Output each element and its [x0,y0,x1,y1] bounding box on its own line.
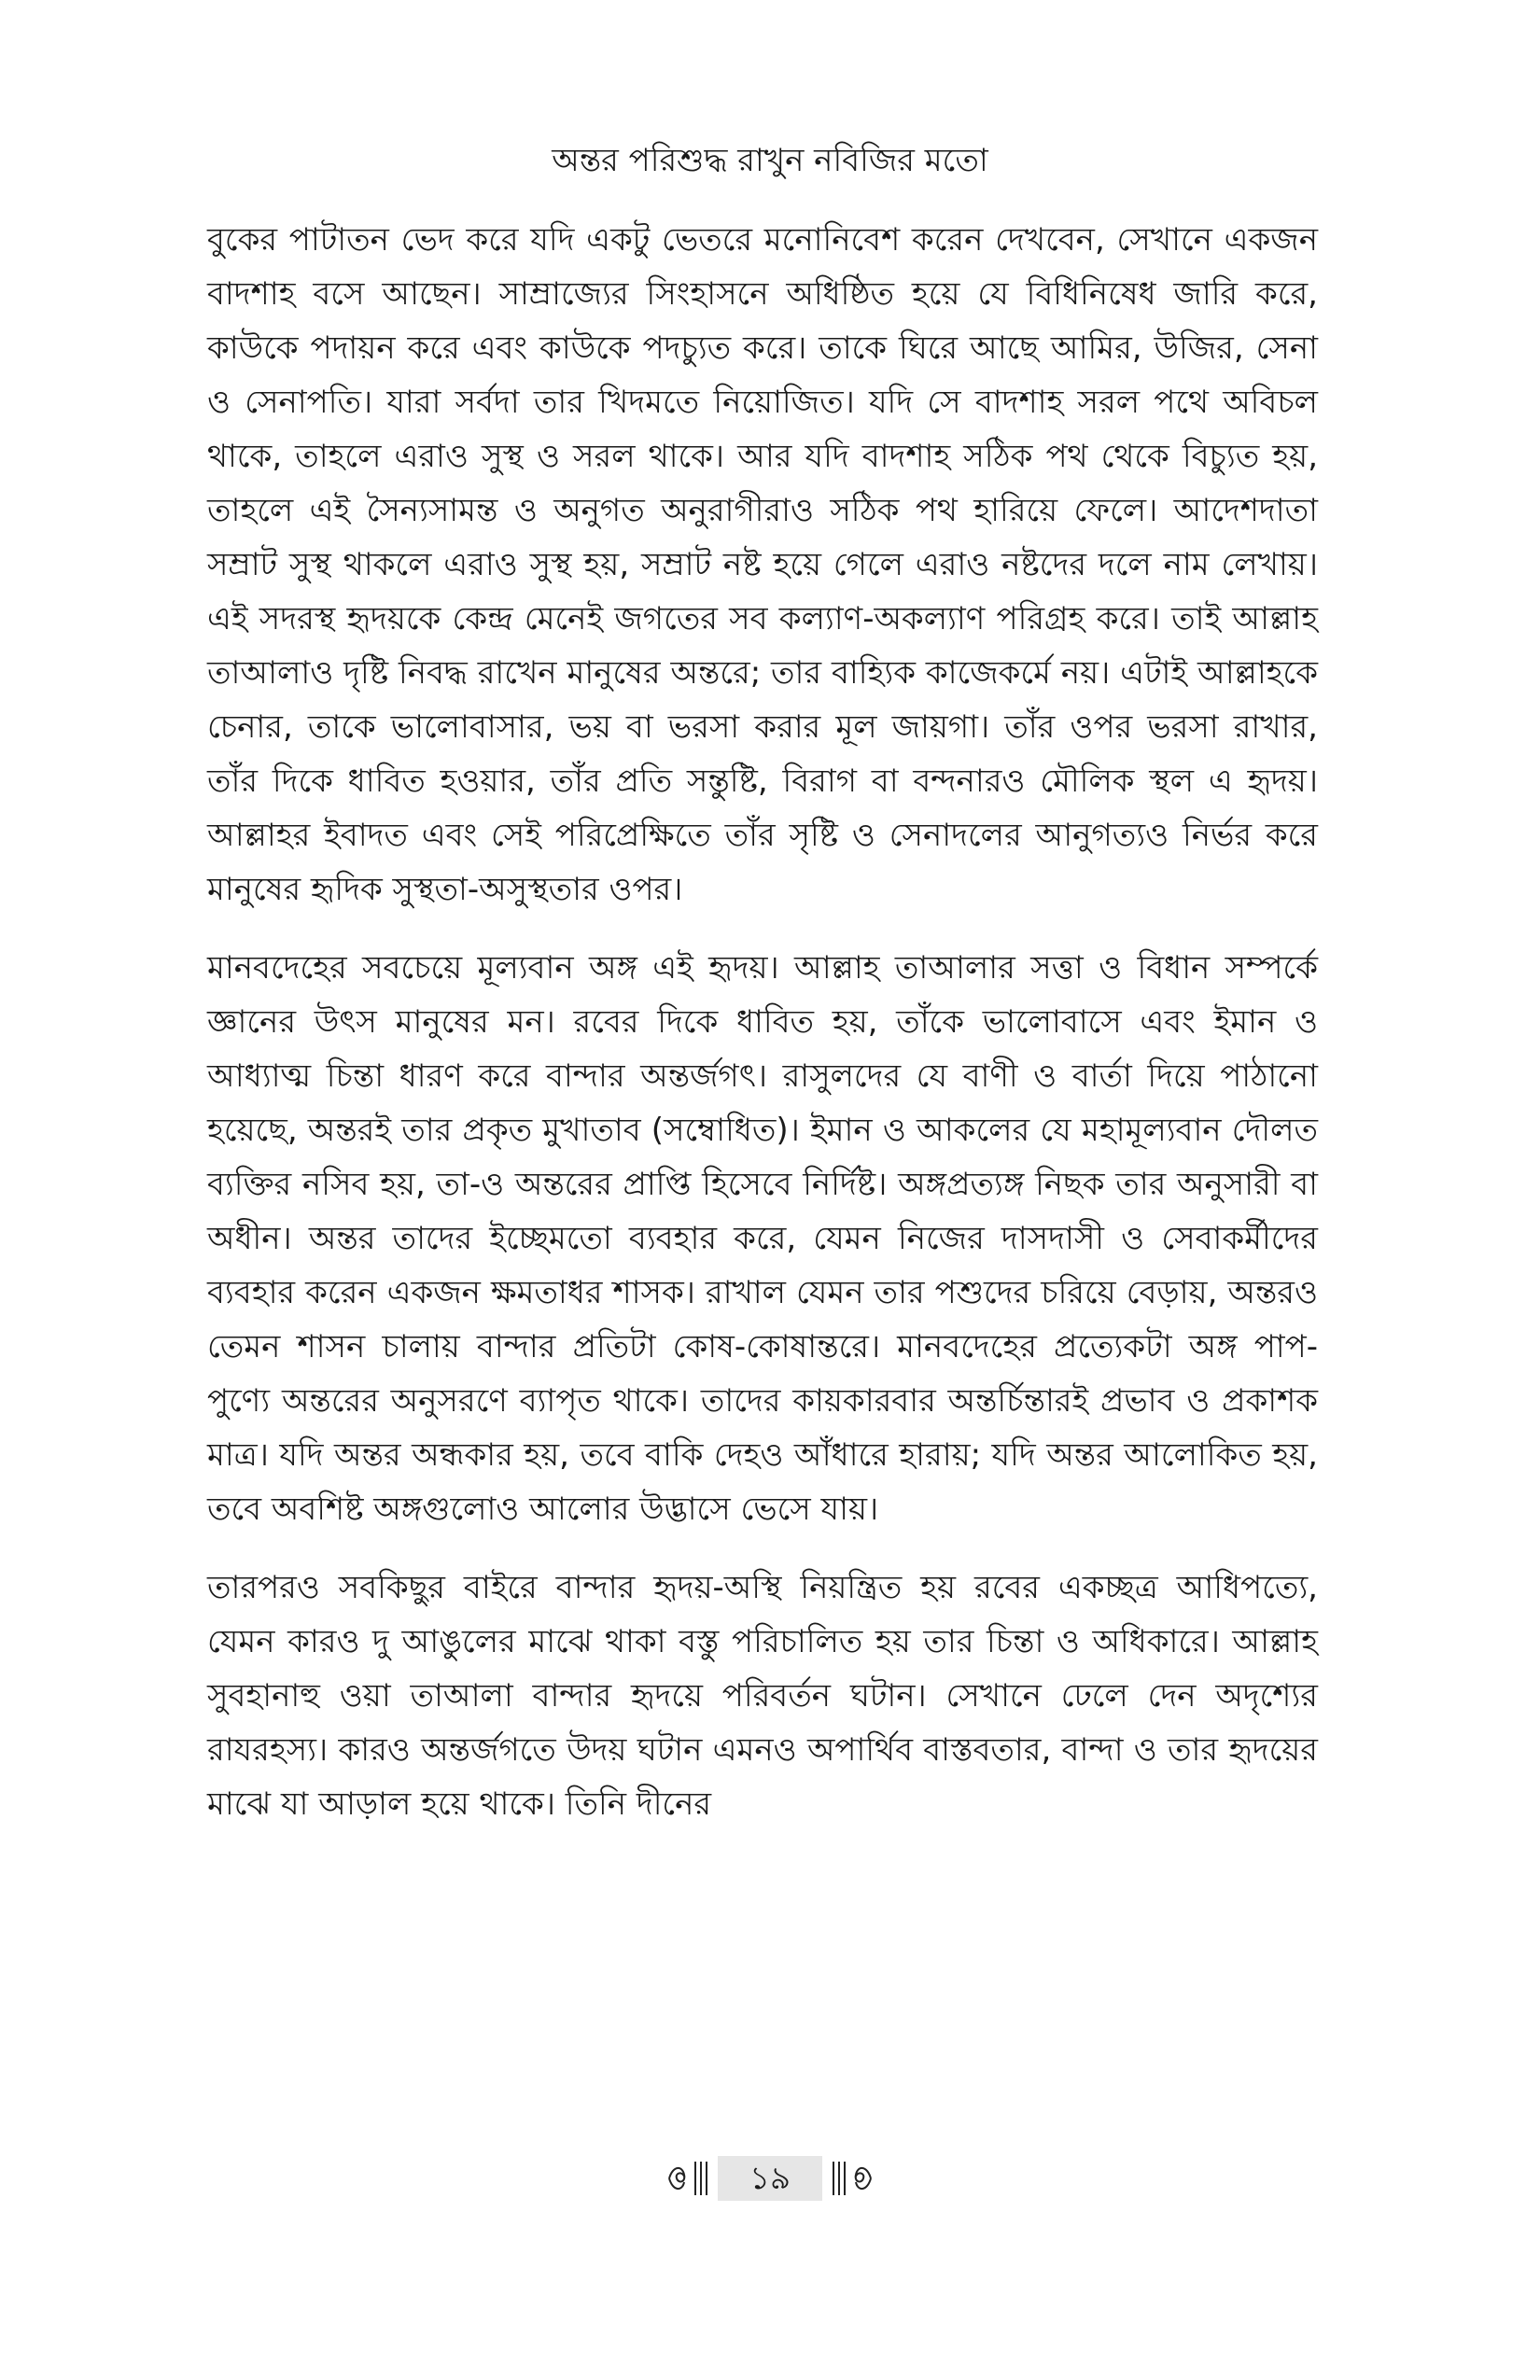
paragraph-3: তারপরও সবকিছুর বাইরে বান্দার হৃদয়-অস্থি নিয়ন্ত্রিত হয় রবের একচ্ছত্র আধিপত্যে, যেমন কারও দু আঙুলের মাঝে থাকা বস্তু পরিচালিত হয় তার চিন্তা ও অধিকারে। আল্লাহ সুবহানাহু ওয়া তাআলা বান্দার হৃদয়ে পরিবর্তন ঘটান। সেখানে ঢেলে দেন অদৃশ্যের রাযরহস্য। কারও অন্তর্জগতে উদয় ঘটান এমনও অপার্থিব বাস্তবতার, বান্দা ও তার হৃদয়ের মাঝে যা আড়াল হয়ে থাকে। তিনি দীনের [207,1569,1318,1823]
page-number: ১৯ [718,2156,822,2201]
running-header: অন্তর পরিশুদ্ধ রাখুন নবিজির মতো [552,142,988,179]
paragraph-1: বুকের পাটাতন ভেদ করে যদি একটু ভেতরে মনোনিবেশ করেন দেখবেন, সেখানে একজন বাদশাহ বসে আছেন। সাম্রাজ্যের সিংহাসনে অধিষ্ঠিত হয়ে যে বিধিনিষেধ জারি করে, কাউকে পদায়ন করে এবং কাউকে পদচ্যুত করে। তাকে ঘিরে আছে আমির, উজির, সেনা ও সেনাপতি। যারা সর্বদা তার খিদমতে নিয়োজিত। যদি সে বাদশাহ সরল পথে অবিচল থাকে, তাহলে এরাও সুস্থ ও সরল থাকে। আর যদি বাদশাহ সঠিক পথ থেকে বিচ্যুত হয়, তাহলে এই সৈন্যসামন্ত ও অনুগত অনুরাগীরাও সঠিক পথ হারিয়ে ফেলে। আদেশদাতা সম্রাট সুস্থ থাকলে এরাও সুস্থ হয়, সম্রাট নষ্ট হয়ে গেলে এরাও নষ্টদের দলে নাম লেখায়। এই সদরস্থ হৃদয়কে কেন্দ্র মেনেই জগতের সব কল্যাণ-অকল্যাণ পরিগ্রহ করে। তাই আল্লাহ তাআলাও দৃষ্টি নিবদ্ধ রাখেন মানুষের অন্তরে; তার বাহ্যিক কাজেকর্মে নয়। এটাই আল্লাহকে চেনার, তাকে ভালোবাসার, ভয় বা ভরসা করার মূল জায়গা। তাঁর ওপর ভরসা রাখার, তাঁর দিকে ধাবিত হওয়ার, তাঁর প্রতি সন্তুষ্টি, বিরাগ বা বন্দনারও মৌলিক স্থল এ হৃদয়। আল্লাহর ইবাদত এবং সেই পরিপ্রেক্ষিতে তাঁর সৃষ্টি ও সেনাদলের আনুগত্যও নির্ভর করে মানুষের হৃদিক সুস্থতা-অসুস্থতার ওপর। [207,221,1318,908]
paragraph-2: মানবদেহের সবচেয়ে মূল্যবান অঙ্গ এই হৃদয়। আল্লাহ তাআলার সত্তা ও বিধান সম্পর্কে জ্ঞানের উৎস মানুষের মন। রবের দিকে ধাবিত হয়, তাঁকে ভালোবাসে এবং ইমান ও আধ্যাত্ম চিন্তা ধারণ করে বান্দার অন্তর্জগৎ। রাসুলদের যে বাণী ও বার্তা দিয়ে পাঠানো হয়েছে, অন্তরই তার প্রকৃত মুখাতাব (সম্বোধিত)। ইমান ও আকলের যে মহামূল্যবান দৌলত ব্যক্তির নসিব হয়, তা-ও অন্তরের প্রাপ্তি হিসেবে নির্দিষ্ট। অঙ্গপ্রত্যঙ্গ নিছক তার অনুসারী বা অধীন। অন্তর তাদের ইচ্ছেমতো ব্যবহার করে, যেমন নিজের দাসদাসী ও সেবাকর্মীদের ব্যবহার করেন একজন ক্ষমতাধর শাসক। রাখাল যেমন তার পশুদের চরিয়ে বেড়ায়, অন্তরও তেমন শাসন চালায় বান্দার প্রতিটা কোষ-কোষান্তরে। মানবদেহের প্রত্যেকটা অঙ্গ পাপ-পুণ্যে অন্তরের অনুসরণে ব্যাপৃত থাকে। তাদের কায়কারবার অন্তর্চিন্তারই প্রভাব ও প্রকাশক মাত্র। যদি অন্তর অন্ধকার হয়, তবে বাকি দেহও আঁধারে হারায়; যদি অন্তর আলোকিত হয়, তবে অবশিষ্ট অঙ্গগুলোও আলোর উদ্ভাসে ভেসে যায়। [207,949,1318,1528]
page-footer [0,2156,1540,2201]
page-body [207,213,1318,1855]
right-floral-ornament-icon [830,2156,876,2201]
left-floral-ornament-icon [664,2156,710,2201]
